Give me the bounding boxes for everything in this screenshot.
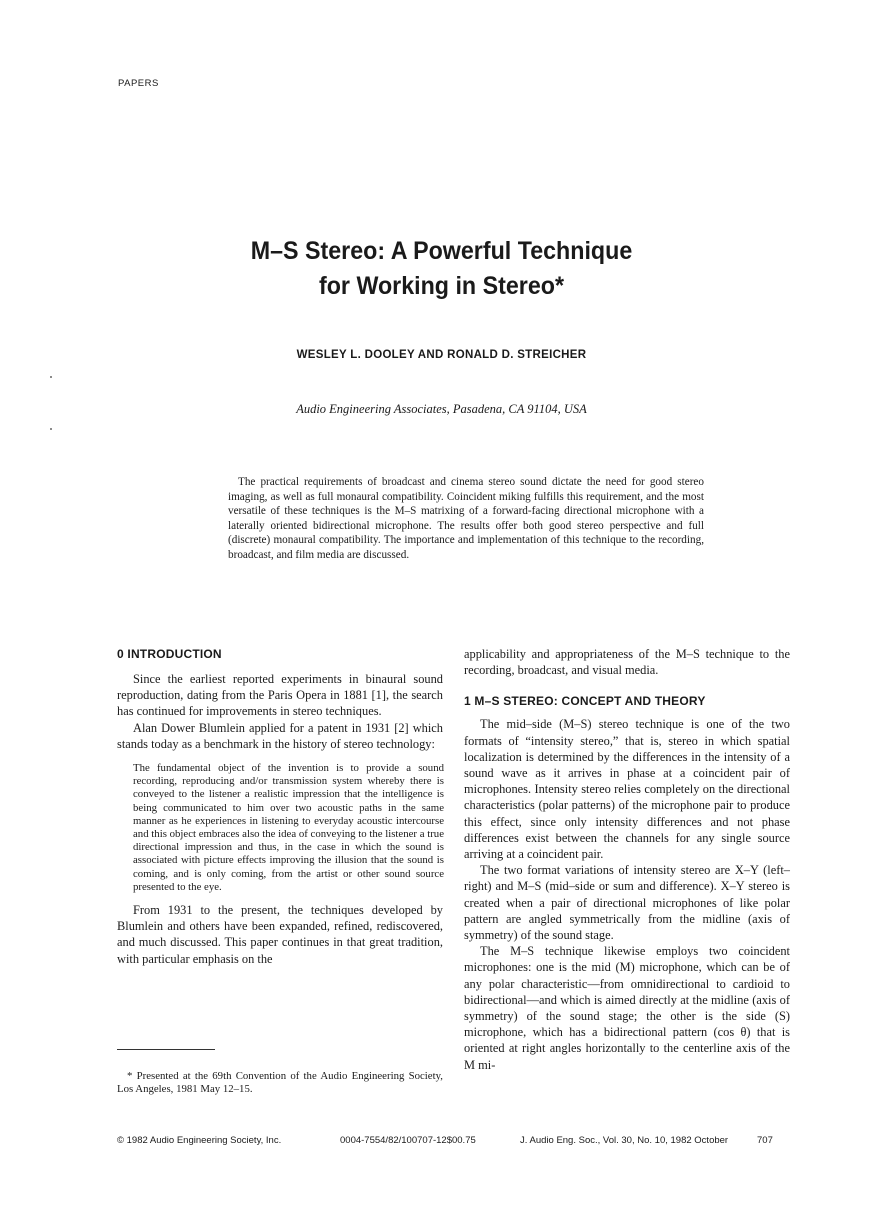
- footer-journal-citation: J. Audio Eng. Soc., Vol. 30, No. 10, 1982 October: [520, 1135, 729, 1146]
- blumlein-patent-quote: The fundamental object of the invention is to provide a sound recording, reproducing and/or transmission system whereby there is conveyed to the listener a realistic impression that the intelligence is being communicated to him over two acoustic paths in the same manner as he experiences in listening to everyday acoustic intercourse and this object embraces also the idea of conveying to the listener a true directional impression and thus, in the case in which the sound is associated with picture effects improving the illusion that the sound is coming, and is only coming, from the artist or other sound source presented to the eye.: [133, 762, 444, 893]
- page-footer: [117, 1135, 787, 1149]
- footnote: * Presented at the 69th Convention of the Audio Engineering Society, Los Angeles, 1981 May 12–15.: [117, 1070, 443, 1095]
- affiliation: Audio Engineering Associates, Pasadena, CA 91104, USA: [296, 402, 587, 416]
- intro-paragraph-2: Alan Dower Blumlein applied for a patent in 1931 [2] which stands today as a benchmark in the history of stereo technology:: [117, 720, 443, 751]
- intro-paragraph-3: From 1931 to the present, the techniques developed by Blumlein and others have been expanded, refined, rediscovered, and much discussed. This paper continues in that great tradition, with particular emphasis on the: [117, 903, 443, 966]
- scan-speck: [50, 428, 52, 430]
- paper-title-line-1: M–S Stereo: A Powerful Technique: [250, 237, 633, 265]
- author-list: WESLEY L. DOOLEY AND RONALD D. STREICHER: [296, 349, 587, 361]
- intro-paragraph-1: Since the earliest reported experiments in binaural sound reproduction, dating from the Paris Opera in 1881 [1], the search has continued for improvements in stereo techniques.: [117, 672, 443, 719]
- footer-copyright: © 1982 Audio Engineering Society, Inc.: [117, 1135, 282, 1146]
- left-column: [117, 647, 443, 967]
- ms-paragraph-1: The mid–side (M–S) stereo technique is one of the two formats of “intensity stereo,” that is, stereo in which spatial localization is determined by the differences in the intensity of a sound wave as it arrives in phase at a coincident pair of microphones. Intensity stereo relies completely on the directional characteristics (polar patterns) of the microphone pair to produce this effect, since only intensity differences and not phase differences exist between the channels for any single source arriving at a coincident pair.: [464, 717, 790, 862]
- footer-page-number: 707: [757, 1135, 773, 1146]
- abstract: The practical requirements of broadcast and cinema stereo sound dictate the need for good stereo imaging, as well as full monaural compatibility. Coincident miking fulfills this requirement, and the most versatile of these techniques is the M–S matrixing of a forward-facing directional microphone with a laterally oriented bidirectional microphone. The results offer both good stereo perspective and full (discrete) monaural compatibility. The importance and implementation of this technique to the recording, broadcast, and film media are discussed.: [228, 476, 704, 561]
- footer-article-code: 0004-7554/82/100707-12$00.75: [340, 1135, 476, 1146]
- paper-title-line-2: for Working in Stereo*: [318, 272, 564, 300]
- intro-paragraph-3-continued: applicability and appropriateness of the M–S technique to the recording, broadcast, and visual media.: [464, 647, 790, 678]
- ms-paragraph-3: The M–S technique likewise employs two coincident microphones: one is the mid (M) microphone, which can be of any polar characteristic—from omnidirectional to cardioid to bidirectional—and which is aimed directly at the midline (axis of symmetry) of the sound stage; the other is the side (S) microphone, which has a bidirectional pattern (cos θ) that is oriented at right angles horizontally to the centerline axis of the M mi-: [464, 944, 790, 1072]
- running-head: PAPERS: [118, 78, 159, 89]
- scan-speck: [50, 376, 52, 378]
- paper-title: [31, 234, 852, 304]
- footnote-divider: [117, 1049, 215, 1050]
- ms-paragraph-2: The two format variations of intensity stereo are X–Y (left–right) and M–S (mid–side or sum and difference). X–Y stereo is created when a pair of directional microphones of like polar pattern are angled symmetrically from the midline (axis of symmetry) of the sound stage.: [464, 863, 790, 943]
- section-heading-ms-stereo: 1 M–S STEREO: CONCEPT AND THEORY: [464, 694, 706, 709]
- right-column: [464, 646, 790, 1073]
- section-heading-introduction: 0 INTRODUCTION: [117, 647, 222, 661]
